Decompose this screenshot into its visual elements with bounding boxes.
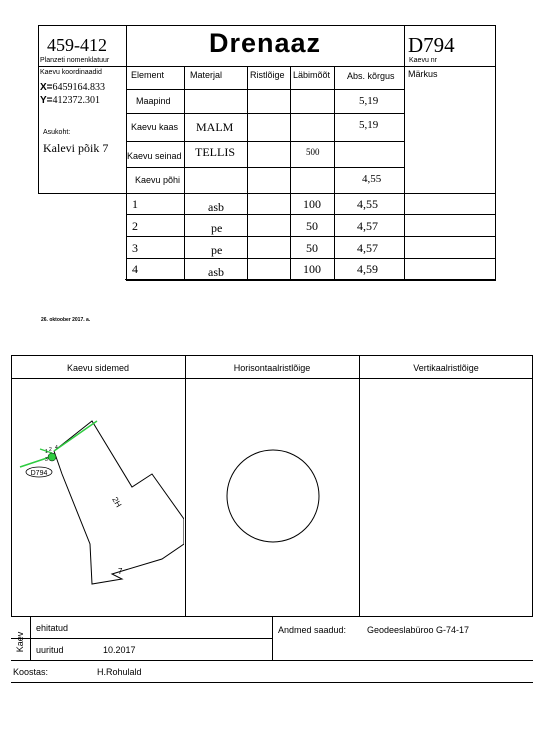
pipe-diameter: 100: [303, 262, 321, 276]
well-label: D794: [30, 470, 48, 477]
row-material: TELLIS: [195, 145, 235, 159]
compiler-value: H.Rohulald: [97, 667, 142, 677]
pipe-no: 1: [45, 449, 48, 455]
compiler-label: Koostas:: [13, 667, 49, 677]
panel-title-right: Vertikaalristlõige: [413, 363, 479, 373]
pipe-no: 4: [132, 262, 138, 276]
header-cross: Ristlõige: [250, 70, 285, 80]
well-marker-icon: [48, 453, 56, 461]
pipe-no: 2: [49, 447, 52, 453]
pipe-diameter: 50: [306, 219, 318, 233]
header-abs: Abs. kõrgus: [347, 71, 395, 81]
row-abs: 5,19: [359, 119, 379, 131]
pipe-diameter: 50: [306, 241, 318, 255]
pipe-no: 4: [55, 445, 58, 451]
well-connections-sketch: [12, 379, 184, 616]
house-number: 7: [118, 567, 123, 576]
x-label: X=: [40, 82, 53, 93]
pipe-no: 3: [132, 241, 138, 255]
data-source-value: Geodeeslabüroo G-74-17: [367, 625, 470, 635]
location-value: Kalevi põik 7: [43, 141, 109, 155]
nomenclature: 459-412: [47, 35, 107, 55]
location-label: Asukoht:: [43, 129, 71, 136]
pipe-line: [54, 421, 97, 451]
pipe-abs: 4,57: [357, 241, 378, 255]
row-abs: 5,19: [359, 95, 379, 107]
panel-title-left: Kaevu sidemed: [66, 363, 130, 373]
building-label: 2H: [110, 495, 124, 509]
pipe-abs: 4,59: [357, 262, 378, 276]
surveyed-date: 10.2017: [103, 645, 136, 655]
x-coordinate: [40, 82, 105, 93]
data-source-label: Andmed saadud:: [278, 625, 347, 635]
page-title: Drenaaz: [208, 28, 322, 58]
well-number: D794: [408, 33, 455, 57]
side-label: Kaev: [15, 631, 25, 653]
pipe-diameter: 100: [303, 197, 321, 211]
y-value: 412372.301: [52, 95, 101, 106]
y-label: Y=: [40, 95, 53, 106]
pipe-no: 1: [132, 197, 138, 211]
pipe-abs: 4,57: [357, 219, 378, 233]
row-element: Kaevu põhi: [135, 175, 181, 185]
row-element: Kaevu kaas: [131, 122, 179, 132]
panel-title-middle: Horisontaalristlõige: [233, 363, 311, 373]
row-element: Kaevu seinad: [127, 151, 182, 161]
y-coordinate: [40, 95, 100, 106]
header-element: Element: [131, 70, 165, 80]
header-material: Materjal: [190, 70, 223, 80]
pipe-no: 3: [45, 457, 48, 463]
row-abs: 4,55: [362, 173, 382, 185]
row-diameter: 500: [306, 147, 320, 157]
row-material: MALM: [196, 120, 234, 134]
header-diameter: Läbimõõt: [293, 70, 331, 80]
coords-label: Kaevu koordinaadid: [40, 69, 102, 76]
pipe-material: asb: [208, 200, 224, 214]
well-number-label: Kaevu nr: [409, 57, 438, 64]
header-remarks: Märkus: [408, 69, 438, 79]
pipe-material: pe: [211, 243, 223, 257]
nomenclature-label: Planzeti nomenklatuur: [40, 57, 110, 64]
date-stamp: 26. oktoober 2017. a.: [41, 317, 91, 323]
pipe-material: pe: [211, 221, 223, 235]
x-value: 6459164.833: [52, 82, 106, 93]
horizontal-section-sketch: [186, 379, 358, 616]
built-label: ehitatud: [36, 623, 69, 633]
surveyed-label: uuritud: [36, 645, 64, 655]
pipe-abs: 4,55: [357, 197, 378, 211]
well-circle: [227, 450, 319, 542]
pipe-material: asb: [208, 265, 224, 279]
pipe-no: 2: [132, 219, 138, 233]
row-element: Maapind: [136, 96, 171, 106]
